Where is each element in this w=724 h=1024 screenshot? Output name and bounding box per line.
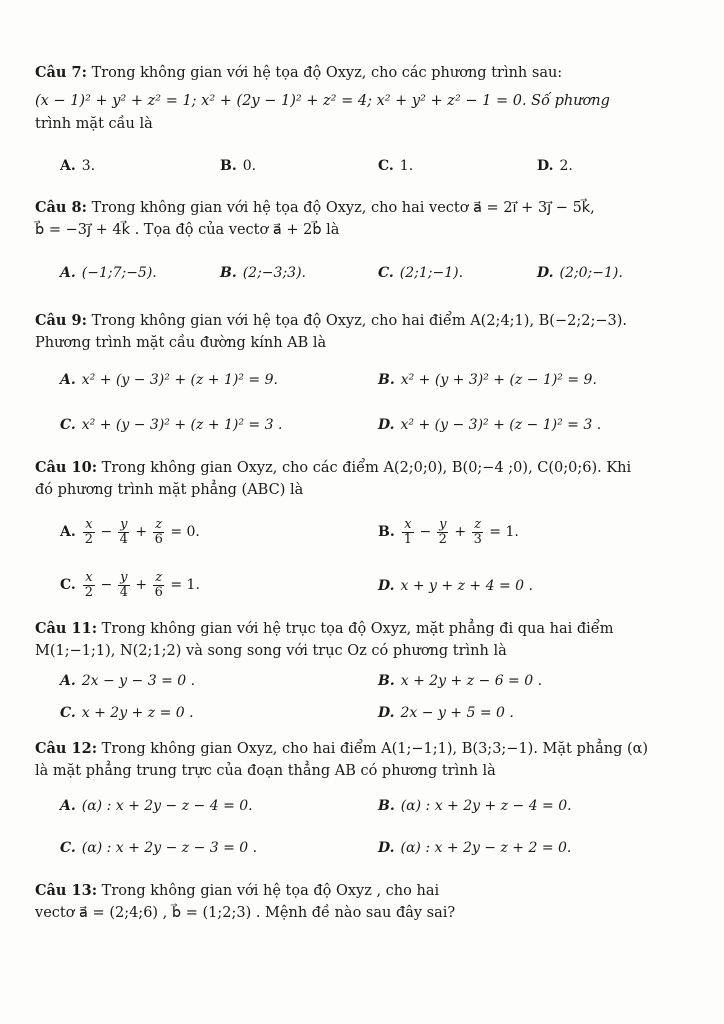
option-a[interactable]: A. (α) : x + 2y − z − 4 = 0.: [60, 798, 253, 814]
option-d[interactable]: D. x² + (y − 3)² + (z − 1)² = 3 .: [378, 417, 602, 433]
option-b[interactable]: B. x² + (y + 3)² + (z − 1)² = 9.: [378, 372, 597, 388]
option-label: A.: [60, 524, 76, 541]
question-11-text: Trong không gian với hệ trục tọa độ Oxyz, mặt phẳng đi qua hai điểm: [101, 621, 614, 637]
question-11-number: Câu 11:: [35, 620, 98, 637]
option-a[interactable]: A. 2x − y − 3 = 0 .: [60, 673, 196, 689]
option-b[interactable]: B. 0.: [220, 158, 257, 174]
question-8-text-end: b⃗ = −3j⃗ + 4k⃗ . Tọa độ của vectơ a⃗ + 2b⃗ là: [35, 222, 340, 239]
option-d[interactable]: D. 2.: [537, 158, 573, 174]
question-7: [35, 62, 690, 135]
option-c[interactable]: C. x + 2y + z = 0 .: [60, 705, 194, 721]
option-d[interactable]: D. x + y + z + 4 = 0 .: [378, 578, 533, 594]
question-12: [35, 738, 690, 783]
operator: −: [415, 524, 436, 541]
fraction: $\frac{z}{3}$: [473, 517, 482, 547]
question-10-number: Câu 10:: [35, 459, 98, 476]
question-7-text: Trong không gian với hệ tọa độ Oxyz, cho các phương trình sau:: [91, 65, 563, 81]
option-b[interactable]: B. (2;−3;3).: [220, 265, 306, 281]
option-d[interactable]: D. 2x − y + 5 = 0 .: [378, 705, 514, 721]
question-10-text: Trong không gian Oxyz, cho các điểm A(2;0;0), B(0;−4 ;0), C(0;0;6). Khi: [101, 460, 632, 476]
fraction: $\frac{z}{6}$: [154, 570, 163, 600]
fraction: $\frac{z}{6}$: [154, 517, 163, 547]
option-a[interactable]: A. 3.: [60, 158, 96, 174]
question-12-text: Trong không gian Oxyz, cho hai điểm A(1;−1;1), B(3;3;−1). Mặt phẳng (α): [101, 741, 649, 757]
option-a[interactable]: A. x² + (y − 3)² + (z + 1)² = 9.: [60, 372, 278, 388]
question-7-equations: (x − 1)² + y² + z² = 1; x² + (2y − 1)² + z² = 4; x² + y² + z² − 1 = 0. Số phương: [35, 93, 610, 110]
equation-rhs: = 1.: [484, 524, 519, 541]
fraction: $\frac{y}{4}$: [119, 517, 128, 547]
question-9-text-end: Phương trình mặt cầu đường kính AB là: [35, 335, 327, 352]
question-10: [35, 457, 690, 502]
question-10-text-end: đó phương trình mặt phẳng (ABC) là: [35, 482, 304, 499]
option-a[interactable]: [60, 518, 200, 546]
question-13-number: Câu 13:: [35, 882, 98, 899]
option-b[interactable]: [378, 518, 519, 546]
option-c[interactable]: [60, 571, 200, 599]
option-c[interactable]: C. (α) : x + 2y − z − 3 = 0 .: [60, 840, 258, 856]
question-9-text: Trong không gian với hệ tọa độ Oxyz, cho hai điểm A(2;4;1), B(−2;2;−3).: [91, 313, 627, 329]
question-9: [35, 310, 690, 355]
option-d[interactable]: D. (α) : x + 2y − z + 2 = 0.: [378, 840, 572, 856]
operator: +: [130, 524, 152, 541]
question-11-text-end: M(1;−1;1), N(2;1;2) và song song với trục Oz có phương trình là: [35, 643, 507, 660]
operator: −: [96, 577, 117, 594]
equation-rhs: = 1.: [165, 577, 200, 594]
question-7-number: Câu 7:: [35, 64, 87, 81]
fraction: $\frac{x}{2}$: [84, 570, 94, 600]
option-label: C.: [60, 577, 76, 594]
fraction: $\frac{y}{2}$: [438, 517, 447, 547]
fraction: $\frac{x}{1}$: [403, 517, 412, 547]
question-8-text: Trong không gian với hệ tọa độ Oxyz, cho hai vectơ a⃗ = 2i⃗ + 3j⃗ − 5k⃗,: [91, 200, 595, 216]
option-c[interactable]: C. 1.: [378, 158, 414, 174]
option-label: B.: [378, 524, 395, 541]
option-c[interactable]: C. x² + (y − 3)² + (z + 1)² = 3 .: [60, 417, 283, 433]
fraction: $\frac{y}{4}$: [119, 570, 128, 600]
option-c[interactable]: C. (2;1;−1).: [378, 265, 464, 281]
option-b[interactable]: B. (α) : x + 2y + z − 4 = 0.: [378, 798, 572, 814]
equation-rhs: = 0.: [165, 524, 200, 541]
question-8: [35, 197, 690, 242]
question-11: [35, 618, 690, 663]
question-12-number: Câu 12:: [35, 740, 98, 757]
question-13-text-end: vectơ a⃗ = (2;4;6) , b⃗ = (1;2;3) . Mệnh đề nào sau đây sai?: [35, 905, 456, 922]
question-8-number: Câu 8:: [35, 199, 87, 216]
question-12-text-end: là mặt phẳng trung trực của đoạn thẳng AB có phương trình là: [35, 763, 496, 780]
option-b[interactable]: B. x + 2y + z − 6 = 0 .: [378, 673, 543, 689]
option-d[interactable]: D. (2;0;−1).: [537, 265, 623, 281]
operator: +: [130, 577, 152, 594]
option-a[interactable]: A. (−1;7;−5).: [60, 265, 157, 281]
operator: −: [96, 524, 117, 541]
question-7-text-end: trình mặt cầu là: [35, 115, 153, 132]
question-13: [35, 880, 690, 925]
operator: +: [449, 524, 471, 541]
question-13-text: Trong không gian với hệ tọa độ Oxyz , cho hai: [101, 883, 440, 899]
fraction: $\frac{x}{2}$: [84, 517, 94, 547]
question-9-number: Câu 9:: [35, 312, 87, 329]
